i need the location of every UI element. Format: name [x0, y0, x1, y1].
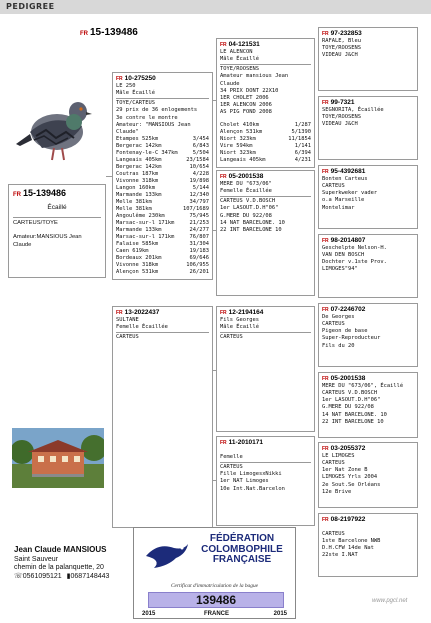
father-text: 29 prix de 36 enlogements 3e contre le montre Amateur: "MANSIOUS Jean Claude": [116, 107, 198, 135]
main-bird-breeder: CARTEUS/TOYE: [13, 217, 101, 226]
main-bird-box: [8, 184, 106, 278]
result-row: [220, 122, 311, 129]
result-place: 21/253: [189, 219, 209, 226]
result-row: [116, 143, 209, 150]
ffm-breeder: TOYE/ROOSENS: [322, 114, 361, 121]
mother-name: SULTANE: [116, 317, 139, 324]
fm-box: [216, 170, 315, 296]
mm-ring: FR 11-2010171: [220, 439, 264, 446]
connector-line: [106, 176, 112, 177]
fff-breeder: TOYE/ROOSENS: [322, 45, 361, 52]
result-place: 24/277: [189, 226, 209, 233]
mother-ring: FR 13-2022437: [116, 309, 160, 316]
mmf-ring: FR 03-2055372: [322, 445, 366, 452]
fm-color: Femelle Écaillée: [220, 188, 311, 197]
ffc-certificate: [133, 527, 296, 619]
result-row: [220, 157, 311, 164]
result-race: Marmande 133km: [116, 226, 162, 233]
result-place: 1/287: [294, 121, 311, 128]
result-place: 4/231: [294, 156, 311, 163]
mfm-box: FR 05-2001538 MERE DU "673/06", Écaillé CARTEUS V.D.BOSCH 1er LASOUT.D.H"06" G.MERE DU 922/08 14 NAT BARCELONE. 10 22 INT BARCELONE 10: [318, 372, 418, 438]
result-row: [116, 255, 209, 262]
cert-country: FRANCE: [204, 611, 229, 617]
cert-year-left: 2015: [142, 611, 156, 617]
mfm-name: MERE DU "673/06", Écaillé: [322, 383, 404, 390]
main-bird-color: Écaillé: [47, 204, 67, 211]
mf-box: [216, 306, 315, 432]
father-color: Mâle Écaillé: [116, 90, 209, 99]
result-row: [116, 136, 209, 143]
result-race: Falaise 585km: [116, 240, 159, 247]
cert-number: 139486: [148, 592, 284, 608]
pigeon-logo-icon: [144, 538, 190, 574]
result-place: 3/454: [192, 135, 209, 142]
mff-box: FR 07-2246702 De Georges CARTEUS Pigeon de base Super-Reproducteur Fils du 20: [318, 303, 418, 367]
ff-results: [220, 122, 311, 164]
result-place: 6/394: [294, 149, 311, 156]
result-place: 5/504: [192, 149, 209, 156]
fff-name: RAFALE, Bleu: [322, 38, 361, 45]
result-race: Caen 619km: [116, 247, 149, 254]
result-place: 31/304: [189, 240, 209, 247]
result-place: 75/945: [189, 212, 209, 219]
mfm-ring: FR 05-2001538: [322, 375, 366, 382]
mother-breeder: CARTEUS: [116, 334, 139, 341]
ffc-logo-text: FÉDÉRATION COLOMBOPHILE FRANÇAISE: [201, 533, 283, 565]
ffm-name: SEGNORITA, Écaillée: [322, 107, 384, 114]
mff-ring: FR 07-2246702: [322, 306, 366, 313]
mf-color: Mâle Écaillé: [220, 324, 311, 333]
father-box: [112, 72, 213, 280]
result-place: 19/183: [189, 247, 209, 254]
site-watermark: www.pgcl.net: [372, 598, 408, 604]
result-race: Melle 381km: [116, 198, 152, 205]
result-row: [220, 143, 311, 150]
mmf-box: FR 03-2055372 LE LIMOGES CARTEUS 1er Nat Zone B LIMOGES Yrls 2004 2e Sout.Se Orléans 12e Brive: [318, 442, 418, 508]
ffm-owner: VIDEAU J&CH: [322, 121, 358, 128]
main-bird-ring: FR 15-139486: [13, 188, 67, 198]
mm-text: CARTEUS Fille LimogesxNikki 1er NAT Limoges 10e Int.Nat.Barcelon: [220, 464, 285, 492]
mff-name: De Georges: [322, 314, 355, 321]
owner-info: [14, 545, 109, 581]
result-place: 5/144: [192, 184, 209, 191]
main-ring-title: [80, 27, 138, 38]
result-row: [116, 199, 209, 206]
result-race: Cholet 410km: [220, 121, 259, 128]
result-row: [116, 241, 209, 248]
result-place: 69/646: [189, 254, 209, 261]
result-row: [116, 171, 209, 178]
result-place: 106/955: [186, 261, 209, 268]
result-place: 107/1689: [183, 205, 209, 212]
main-ring-number: 15-139486: [90, 27, 138, 38]
fff-ring: FR 97-232853: [322, 30, 362, 37]
result-place: 12/340: [189, 191, 209, 198]
result-place: 10/654: [189, 163, 209, 170]
result-row: [116, 248, 209, 255]
header-bar: [0, 0, 431, 14]
page-title: PEDIGREE: [6, 2, 55, 11]
mmf-name: LE LIMOGES: [322, 453, 355, 460]
mf-ring: FR 12-2194164: [220, 309, 264, 316]
result-row: [116, 185, 209, 192]
fm-text: CARTEUS V.D.BOSCH 1er LASOUT.D.H"06" G.MERE DU 922/08 14 NAT BARCELONE. 10 22 INT BARCELONE 10: [220, 198, 285, 233]
owner-city: Saint Sauveur: [14, 556, 58, 563]
mmm-ring: FR 08-2197922: [322, 516, 366, 523]
result-race: Alençon 531km: [116, 268, 159, 275]
result-race: Bergerac 142km: [116, 163, 162, 170]
ffm-box: [318, 96, 418, 160]
result-race: Vivonne 318km: [116, 177, 159, 184]
fmm-name: Geschelpte Nelson-H.: [322, 245, 387, 252]
father-breeder: TOYE/CARTEUS: [116, 100, 155, 107]
mm-color: Femelle: [220, 454, 311, 463]
result-row: [116, 192, 209, 199]
result-place: 11/1854: [288, 135, 311, 142]
mf-name: Fils Georges: [220, 317, 259, 324]
mother-box: [112, 306, 213, 528]
pigeon-photo: [12, 82, 102, 172]
owner-name: Jean Claude MANSIOUS: [14, 545, 107, 554]
ffm-ring: FR 99-7321: [322, 99, 355, 106]
connector-line: [213, 230, 216, 231]
result-row: [116, 213, 209, 220]
fm-ring: FR 05-2001538: [220, 173, 264, 180]
owner-phones: ☏0561095121 ▮0687148443: [14, 573, 110, 580]
result-race: Melle 381km: [116, 205, 152, 212]
result-row: [116, 206, 209, 213]
result-race: Coutras 187km: [116, 170, 159, 177]
result-row: [116, 178, 209, 185]
father-name: LE 250: [116, 83, 136, 90]
mf-breeder: CARTEUS: [220, 334, 243, 341]
result-place: 1/141: [294, 142, 311, 149]
loft-photo: [12, 428, 104, 488]
result-race: Niort 323km: [220, 149, 256, 156]
result-race: Bergerac 142km: [116, 142, 162, 149]
result-row: [116, 269, 209, 276]
mother-color: Femelle Écaillée: [116, 324, 209, 333]
result-place: 4/228: [192, 170, 209, 177]
result-race: Etampes 525km: [116, 135, 159, 142]
ff-text: TOYE/ROOSENS Amateur mansious Jean Claude 34 PRIX DONT 22X10 1ER CHOLET 2006 1ER ALENCON 2006 AS PIG FOND 2008: [220, 66, 289, 115]
connector-line: [213, 480, 216, 481]
fm-name: MERE DU "673/06": [220, 181, 272, 188]
fmf-name: Bonten Carteus: [322, 176, 368, 183]
result-race: Bordeaux 201km: [116, 254, 162, 261]
ff-box: [216, 38, 315, 168]
result-race: Fontenay-le-C 347km: [116, 149, 178, 156]
result-row: [220, 129, 311, 136]
result-race: Vivonne 318km: [116, 261, 159, 268]
connector-line: [213, 100, 216, 101]
result-row: [116, 157, 209, 164]
result-row: [116, 220, 209, 227]
result-row: [220, 150, 311, 157]
result-race: Alençon 531km: [220, 128, 263, 135]
mm-box: [216, 436, 315, 526]
fff-box: [318, 27, 418, 91]
fmf-ring: FR 95-4392681: [322, 168, 366, 175]
fff-owner: VIDEAU J&CH: [322, 52, 358, 59]
father-ring: FR 10-275250: [116, 75, 156, 82]
result-row: [116, 150, 209, 157]
result-place: 19/898: [189, 177, 209, 184]
result-race: Vire 594km: [220, 142, 253, 149]
result-race: Marsac-sur-l 171km: [116, 219, 175, 226]
result-place: 23/1584: [186, 156, 209, 163]
owner-address: chemin de la palanquette, 20: [14, 564, 104, 571]
cert-year-right: 2015: [273, 611, 287, 617]
result-race: Angoulême 230km: [116, 212, 165, 219]
result-race: Langon 160km: [116, 184, 155, 191]
result-place: 6/843: [192, 142, 209, 149]
cert-caption: Certificat d'immatriculation de la bague: [170, 583, 259, 589]
result-row: [116, 234, 209, 241]
fmm-ring: FR 98-2014807: [322, 237, 366, 244]
connector-line: [213, 370, 216, 371]
main-bird-owner: Amateur:MANSIOUS Jean Claude: [13, 234, 82, 248]
result-row: [116, 227, 209, 234]
ff-color: Mâle Écaillé: [220, 56, 311, 65]
mobile-icon: ▮: [66, 573, 71, 580]
main-ring-country: FR: [80, 31, 88, 37]
result-row: [116, 262, 209, 269]
result-race: Langeais 405km: [116, 156, 162, 163]
result-place: 76/807: [189, 233, 209, 240]
result-place: 5/1390: [291, 128, 311, 135]
result-place: 34/797: [189, 198, 209, 205]
father-results: [116, 136, 209, 276]
result-place: 26/201: [189, 268, 209, 275]
result-race: Marmande 133km: [116, 191, 162, 198]
ff-name: LE ALENCON: [220, 49, 253, 56]
result-row: [116, 164, 209, 171]
result-race: Niort 323km: [220, 135, 256, 142]
fmm-box: FR 98-2014807 Geschelpte Nelson-H. VAN DEN BOSCH Dochter v.1ste Prov. LIMOGES"94": [318, 234, 418, 298]
fmf-box: FR 95-4392681 Bonten Carteus CARTEUS Superkweker vader o.a Marseille Montelimar: [318, 165, 418, 229]
mmm-box: FR 08-2197922 CARTEUS 1ste Barcelone NWB D.H.CFW 14de Nat 22ste I.NAT: [318, 513, 418, 577]
ff-ring: FR 04-121531: [220, 41, 260, 48]
result-row: [220, 136, 311, 143]
result-race: Langeais 405km: [220, 156, 266, 163]
result-race: Marsac-sur-l 171km: [116, 233, 175, 240]
phone-icon: ☏: [14, 573, 23, 580]
